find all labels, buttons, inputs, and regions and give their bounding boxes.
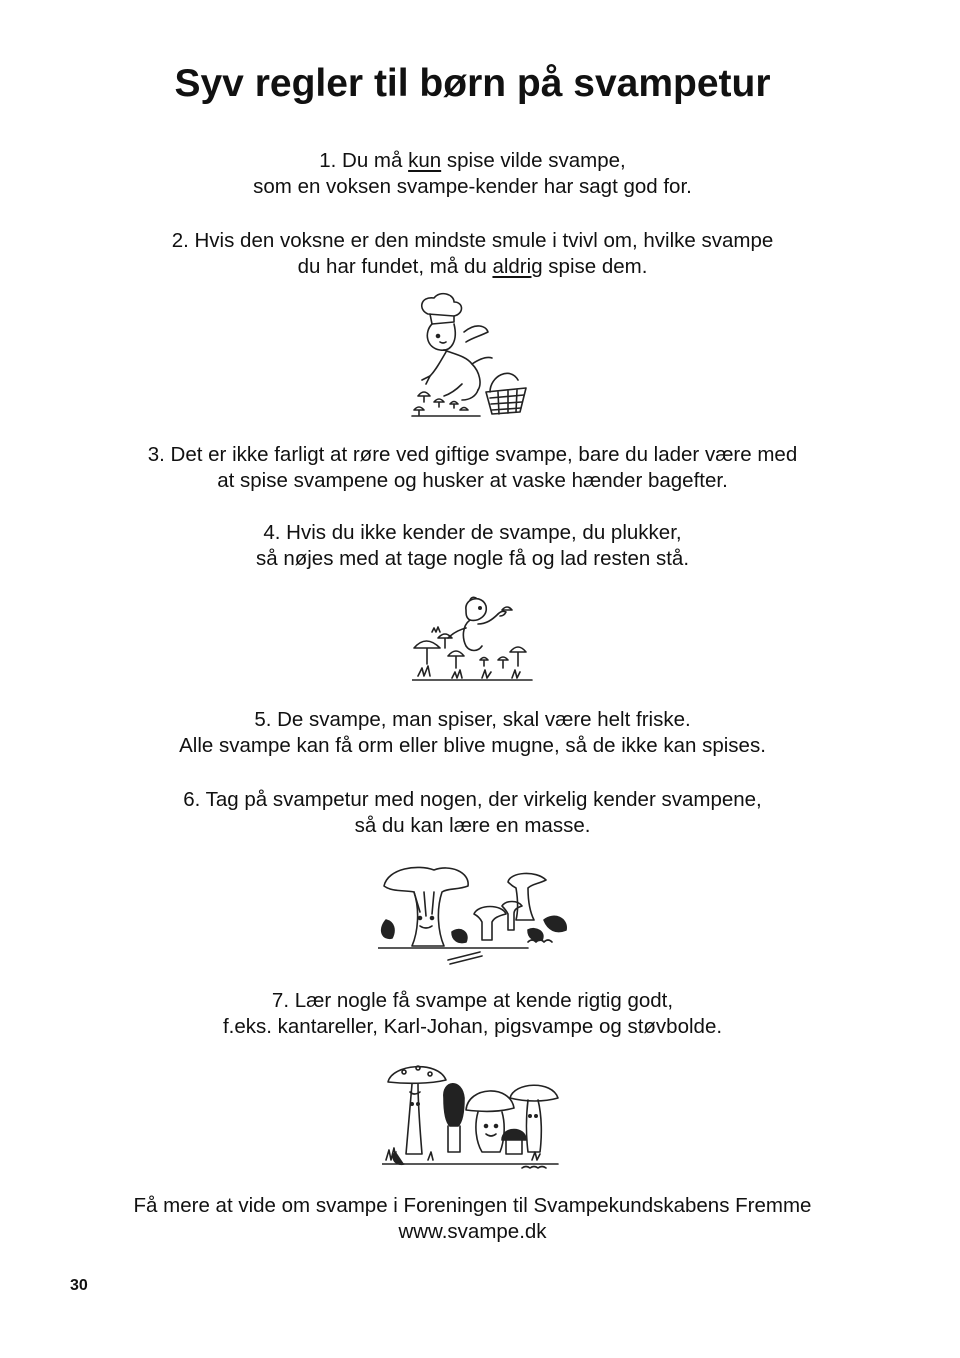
- rule-3: [0, 442, 945, 494]
- rule-1-text-b: spise vilde svampe,: [441, 149, 626, 172]
- child-chef-picking-mushrooms-drawing: [410, 292, 535, 420]
- rule-2-text-a: du har fundet, må du: [297, 255, 493, 278]
- rule-6-line-1: 6. Tag på svampetur med nogen, der virkelig kender svampene,: [183, 788, 762, 811]
- rule-3-line-2: at spise svampene og husker at vaske hænder bagefter.: [217, 469, 728, 492]
- baby-with-mushrooms-drawing: [412, 594, 534, 686]
- rule-5-line-2: Alle svampe kan få orm eller blive mugne, så de ikke kan spises.: [179, 734, 766, 757]
- page-title: Syv regler til børn på svampetur: [174, 62, 771, 105]
- rule-1-line-1: [0, 148, 945, 174]
- footer-website-link[interactable]: www.svampe.dk: [398, 1220, 547, 1243]
- rule-1-line-2: som en voksen svampe-kender har sagt god for.: [253, 175, 692, 198]
- rule-6: [0, 787, 945, 839]
- rule-1: [0, 148, 945, 200]
- footer: [0, 1193, 945, 1245]
- rule-2: [0, 228, 945, 280]
- rule-2-emphasis: aldrig: [492, 255, 543, 278]
- rule-4-line-1: 4. Hvis du ikke kender de svampe, du plukker,: [263, 521, 682, 544]
- rule-7: [0, 988, 945, 1040]
- rule-1-text-a: 1. Du må: [319, 149, 409, 172]
- rule-3-line-1: 3. Det er ikke farligt at røre ved giftige svampe, bare du lader være med: [147, 443, 798, 466]
- rule-2-line-1: 2. Hvis den voksne er den mindste smule i tvivl om, hvilke svampe: [171, 229, 774, 252]
- rule-4: [0, 520, 945, 572]
- rule-5-line-1: 5. De svampe, man spiser, skal være helt friske.: [254, 708, 691, 731]
- page-number: 30: [70, 1277, 88, 1294]
- rule-1-emphasis: kun: [408, 149, 442, 172]
- rule-5: [0, 707, 945, 759]
- mushroom-characters-drawing: [382, 1056, 562, 1172]
- rule-7-line-2: f.eks. kantareller, Karl-Johan, pigsvampe og støvbolde.: [222, 1015, 723, 1038]
- footer-association-text: Få mere at vide om svampe i Foreningen til Svampekundskabens Fremme: [133, 1194, 812, 1217]
- rule-4-line-2: så nøjes med at tage nogle få og lad resten stå.: [255, 547, 690, 570]
- chanterelle-mushrooms-drawing: [378, 860, 574, 970]
- rule-7-line-1: 7. Lær nogle få svampe at kende rigtig godt,: [271, 989, 674, 1012]
- rule-2-text-b: spise dem.: [542, 255, 648, 278]
- rule-2-line-2: [0, 254, 945, 280]
- rule-6-line-2: så du kan lære en masse.: [354, 814, 591, 837]
